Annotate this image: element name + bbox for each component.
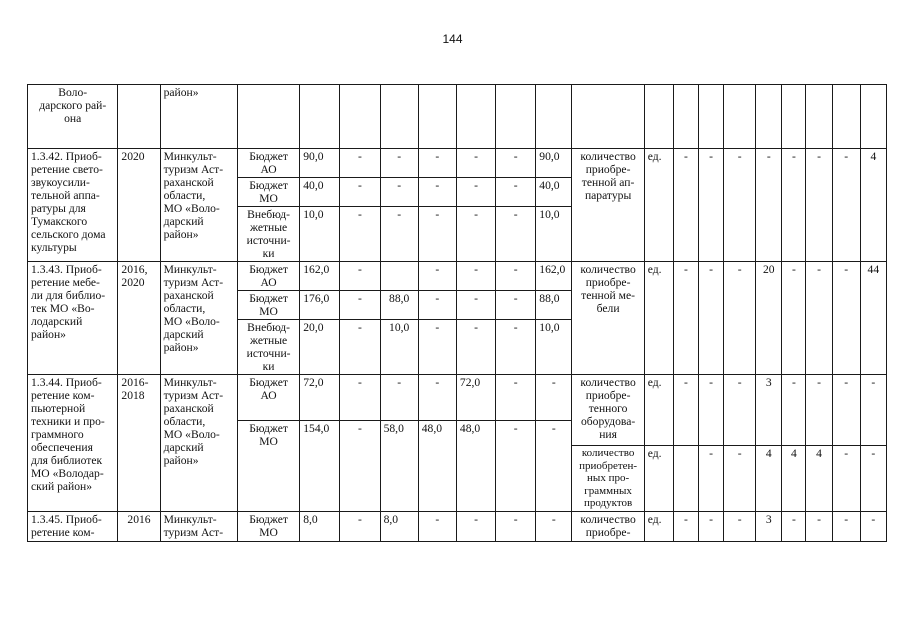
year-cell: - — [418, 149, 456, 178]
value-cell: - — [724, 149, 756, 262]
indicator-cell — [572, 85, 644, 149]
year-cell: - — [340, 207, 380, 262]
year-cell: - — [340, 262, 380, 291]
program-table-sheet — [27, 84, 891, 568]
executor-cell — [160, 262, 237, 375]
value-cell — [673, 446, 698, 512]
source-text: Бюджет МО — [249, 179, 288, 205]
value-cell: - — [698, 511, 723, 541]
year-cell: - — [418, 320, 456, 375]
measure-name: Воло- дарского рай- она — [39, 86, 107, 125]
value-cell — [673, 85, 698, 149]
year-cell: - — [456, 149, 495, 178]
value-cell: - — [782, 262, 806, 375]
year-cell: - — [456, 262, 495, 291]
year-cell: 8,0 — [380, 511, 418, 541]
year-cell: - — [380, 207, 418, 262]
table-row — [28, 262, 887, 291]
value-cell: - — [782, 149, 806, 262]
source-text: Бюджет АО — [249, 263, 288, 289]
page-number: 144 — [442, 32, 463, 46]
year-cell: 72,0 — [456, 375, 495, 421]
source-cell — [237, 375, 299, 421]
source-cell — [237, 291, 299, 320]
executor-text: Минкульт- туризм Аст- — [163, 512, 224, 539]
source-text: Бюджет МО — [249, 512, 288, 539]
year-cell: - — [496, 375, 536, 421]
measure-name: 1.3.42. Приоб- ретение свето- звукоусили- тельной аппа- ратуры для Тумакского сельского дома культуры — [31, 150, 106, 254]
value-cell: - — [673, 375, 698, 446]
value-cell: - — [782, 375, 806, 446]
indicator-text: количество приобре- — [580, 512, 636, 539]
source-text: Бюджет АО — [249, 150, 288, 176]
year-cell — [340, 85, 380, 149]
indicator-text: количество приобре- тенной ме- бели — [580, 263, 636, 315]
source-cell — [237, 149, 299, 178]
year-cell: - — [340, 421, 380, 512]
value-cell — [782, 85, 806, 149]
year-cell: - — [418, 511, 456, 541]
source-cell — [237, 207, 299, 262]
total-cell: 72,0 — [300, 375, 340, 421]
year-cell: - — [418, 178, 456, 207]
total-cell: 176,0 — [300, 291, 340, 320]
source-text: Бюджет МО — [249, 422, 288, 448]
year-cell: - — [496, 421, 536, 512]
years-text: 2016- 2018 — [121, 376, 149, 402]
total-cell: 20,0 — [300, 320, 340, 375]
year-cell: 90,0 — [536, 149, 572, 178]
years-text: 2016, 2020 — [121, 263, 148, 289]
year-cell: - — [340, 320, 380, 375]
table-row — [28, 149, 887, 178]
unit-cell — [644, 85, 673, 149]
value-cell: - — [832, 446, 860, 512]
year-cell: - — [456, 320, 495, 375]
year-cell: - — [418, 375, 456, 421]
total-cell: 90,0 — [300, 149, 340, 178]
executor-cell — [160, 85, 237, 149]
year-cell: 10,0 — [380, 320, 418, 375]
year-cell: - — [418, 291, 456, 320]
value-cell: - — [806, 511, 832, 541]
year-cell: 58,0 — [380, 421, 418, 512]
value-cell: - — [832, 262, 860, 375]
value-cell: - — [698, 375, 723, 446]
year-cell: - — [418, 207, 456, 262]
year-cell: 48,0 — [418, 421, 456, 512]
value-cell: 4 — [756, 446, 782, 512]
year-cell: 162,0 — [536, 262, 572, 291]
value-cell: - — [724, 446, 756, 512]
year-cell: - — [536, 511, 572, 541]
value-cell: - — [860, 375, 886, 446]
value-cell: - — [756, 149, 782, 262]
source-cell — [237, 511, 299, 541]
value-cell: - — [832, 511, 860, 541]
measure-name: 1.3.44. Приоб- ретение ком- пьютерной техники и про- граммного обеспечения для библиотек МО «Володар- ский район» — [31, 376, 105, 493]
indicator-cell — [572, 511, 644, 541]
value-cell — [756, 85, 782, 149]
value-cell: 3 — [756, 375, 782, 446]
year-cell: - — [496, 207, 536, 262]
total-cell: 8,0 — [300, 511, 340, 541]
years-cell — [118, 375, 160, 512]
years-cell — [118, 149, 160, 262]
value-cell: - — [724, 511, 756, 541]
year-cell: - — [340, 375, 380, 421]
value-cell: - — [806, 375, 832, 446]
measure-name-cell — [28, 375, 118, 512]
year-cell — [536, 85, 572, 149]
total-cell: 154,0 — [300, 421, 340, 512]
measure-name-cell — [28, 85, 118, 149]
year-cell: - — [456, 207, 495, 262]
year-cell: - — [340, 291, 380, 320]
executor-cell — [160, 149, 237, 262]
year-cell: - — [496, 178, 536, 207]
indicator-cell — [572, 149, 644, 262]
measure-name-cell — [28, 262, 118, 375]
value-cell: - — [724, 375, 756, 446]
indicator-text: количество приобре- тенной ап- паратуры — [580, 150, 636, 202]
value-cell: 4 — [806, 446, 832, 512]
year-cell: - — [380, 149, 418, 178]
value-cell: - — [698, 446, 723, 512]
value-cell: 3 — [756, 511, 782, 541]
year-cell — [380, 262, 418, 291]
value-cell: - — [860, 446, 886, 512]
year-cell: 88,0 — [536, 291, 572, 320]
year-cell: - — [380, 178, 418, 207]
year-cell: 40,0 — [536, 178, 572, 207]
indicator-text: количество приобре- тенного оборудова- ния — [580, 376, 636, 441]
value-cell: - — [698, 262, 723, 375]
unit-cell: ед. — [644, 149, 673, 262]
source-cell — [237, 178, 299, 207]
year-cell: - — [496, 291, 536, 320]
executor-text: район» — [163, 86, 199, 99]
value-cell: - — [724, 262, 756, 375]
value-cell: - — [782, 511, 806, 541]
year-cell — [456, 85, 495, 149]
value-cell — [860, 85, 886, 149]
value-cell: - — [673, 149, 698, 262]
source-text: Бюджет АО — [249, 376, 288, 402]
unit-cell: ед. — [644, 446, 673, 512]
year-cell: - — [456, 178, 495, 207]
value-cell — [698, 85, 723, 149]
value-cell: - — [832, 375, 860, 446]
executor-text: Минкульт- туризм Аст- раханской области, МО «Воло- дарский район» — [163, 150, 224, 241]
year-cell: - — [496, 262, 536, 291]
value-cell: - — [806, 149, 832, 262]
year-cell — [496, 85, 536, 149]
value-cell: 4 — [860, 149, 886, 262]
program-measures-table — [27, 84, 887, 542]
year-cell — [418, 85, 456, 149]
source-cell — [237, 320, 299, 375]
value-cell — [806, 85, 832, 149]
value-cell: 4 — [782, 446, 806, 512]
executor-text: Минкульт- туризм Аст- раханской области, МО «Воло- дарский район» — [163, 263, 224, 354]
year-cell: - — [496, 320, 536, 375]
source-text: Бюджет МО — [249, 292, 288, 318]
unit-cell: ед. — [644, 511, 673, 541]
year-cell: 88,0 — [380, 291, 418, 320]
table-row — [28, 511, 887, 541]
unit-cell: ед. — [644, 375, 673, 446]
year-cell: - — [496, 511, 536, 541]
year-cell: - — [380, 375, 418, 421]
value-cell — [724, 85, 756, 149]
source-cell — [237, 262, 299, 291]
executor-text: Минкульт- туризм Аст- раханской области, МО «Воло- дарский район» — [163, 376, 224, 467]
unit-cell: ед. — [644, 262, 673, 375]
year-cell: - — [456, 291, 495, 320]
total-cell: 162,0 — [300, 262, 340, 291]
source-text: Внебюд- жетные источни- ки — [246, 208, 291, 260]
year-cell: - — [536, 421, 572, 512]
measure-name: 1.3.45. Приоб- ретение ком- — [31, 512, 102, 539]
year-cell: 48,0 — [456, 421, 495, 512]
total-cell: 40,0 — [300, 178, 340, 207]
table-row — [28, 85, 887, 149]
table-row — [28, 375, 887, 421]
value-cell: 44 — [860, 262, 886, 375]
year-cell: 10,0 — [536, 320, 572, 375]
executor-cell — [160, 375, 237, 512]
years-text: 2020 — [121, 150, 145, 163]
year-cell — [380, 85, 418, 149]
value-cell: - — [673, 262, 698, 375]
year-cell: 10,0 — [536, 207, 572, 262]
indicator-cell — [572, 262, 644, 375]
year-cell: - — [456, 511, 495, 541]
source-cell — [237, 421, 299, 512]
source-text: Внебюд- жетные источни- ки — [246, 321, 291, 373]
value-cell: - — [832, 149, 860, 262]
year-cell: - — [536, 375, 572, 421]
value-cell: - — [698, 149, 723, 262]
executor-cell — [160, 511, 237, 541]
total-cell: 10,0 — [300, 207, 340, 262]
years-cell: 2016 — [118, 511, 160, 541]
measure-name-cell — [28, 511, 118, 541]
year-cell: - — [340, 511, 380, 541]
measure-name-cell — [28, 149, 118, 262]
indicator-cell — [572, 446, 644, 512]
total-cell — [300, 85, 340, 149]
source-cell — [237, 85, 299, 149]
years-cell — [118, 262, 160, 375]
value-cell: - — [860, 511, 886, 541]
measure-name: 1.3.43. Приоб- ретение мебе- ли для библио- тек МО «Во- лодарский район» — [31, 263, 106, 341]
value-cell: - — [806, 262, 832, 375]
year-cell: - — [340, 178, 380, 207]
value-cell: - — [673, 511, 698, 541]
year-cell: - — [418, 262, 456, 291]
value-cell: 20 — [756, 262, 782, 375]
year-cell: - — [496, 149, 536, 178]
year-cell: - — [340, 149, 380, 178]
value-cell — [832, 85, 860, 149]
years-cell — [118, 85, 160, 149]
indicator-text: количество приобретен- ных про- граммных продуктов — [579, 447, 638, 509]
indicator-cell — [572, 375, 644, 446]
